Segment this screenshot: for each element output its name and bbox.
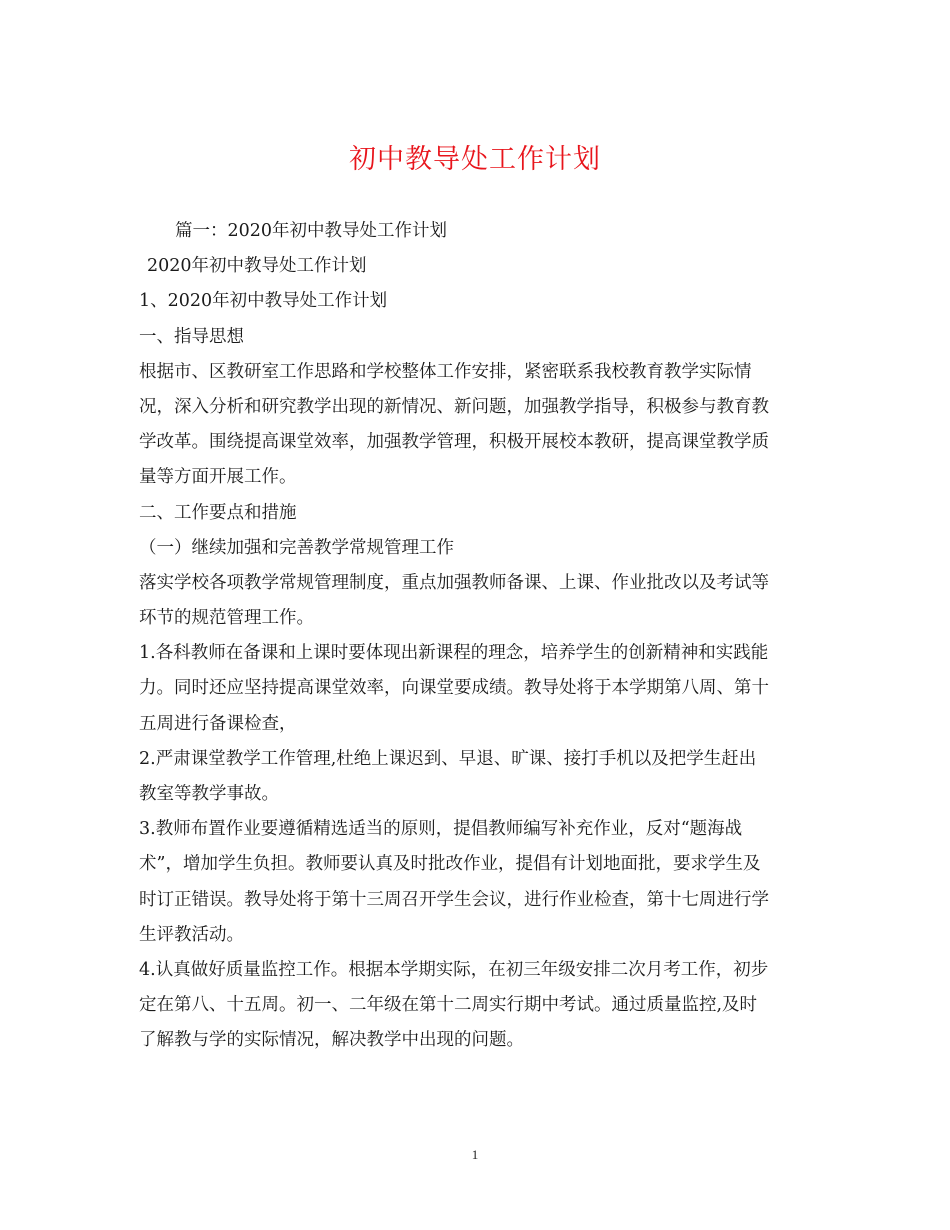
- paragraph-line: 2.严肃课堂教学工作管理,杜绝上课迟到、早退、旷课、接打手机以及把学生赶出: [139, 748, 757, 769]
- paragraph-line: 五周进行备课检查，: [139, 713, 297, 734]
- heading-line: （一）继续加强和完善教学常规管理工作: [139, 537, 454, 558]
- paragraph-line: 时订正错误。教导处将于第十三周召开学生会议，进行作业检查，第十七周进行学: [139, 889, 769, 910]
- paragraph-line: 教室等教学事故。: [139, 784, 279, 804]
- heading-line: 二、工作要点和措施: [139, 502, 297, 523]
- paragraph-line: 量等方面开展工作。: [139, 467, 297, 488]
- paragraph-line: 况，深入分析和研究教学出现的新情况、新问题，加强教学指导，积极参与教育教: [139, 396, 769, 417]
- paragraph-line: 环节的规范管理工作。: [139, 608, 314, 629]
- paragraph-line: 3.教师布置作业要遵循精选适当的原则，提倡教师编写补充作业，反对“题海战: [139, 819, 743, 840]
- paragraph-line: 术”，增加学生负担。教师要认真及时批改作业，提倡有计划地面批，要求学生及: [139, 854, 761, 875]
- paragraph-line: 根据市、区教研室工作思路和学校整体工作安排，紧密联系我校教育教学实际情: [139, 361, 752, 382]
- paragraph-line: 学改革。围绕提高课堂效率，加强教学管理，积极开展校本教研，提高课堂教学质: [139, 432, 769, 453]
- page-number: 1: [471, 1147, 479, 1162]
- paragraph-line: 生评教活动。: [139, 924, 244, 945]
- paragraph-line: 落实学校各项教学常规管理制度，重点加强教师备课、上课、作业批改以及考试等: [139, 572, 769, 593]
- paragraph-line: 4.认真做好质量监控工作。根据本学期实际，在初三年级安排二次月考工作，初步: [139, 959, 769, 980]
- heading-line: 一、指导思想: [139, 326, 244, 347]
- heading-line: 1、2020年初中教导处工作计划: [139, 291, 388, 312]
- document-title: 初中教导处工作计划: [349, 144, 601, 175]
- paragraph-line: 1.各科教师在备课和上课时要体现出新课程的理念，培养学生的创新精神和实践能: [139, 643, 769, 664]
- subtitle-line: 2020年初中教导处工作计划: [147, 256, 367, 277]
- paragraph-line: 了解教与学的实际情况，解决教学中出现的问题。: [139, 1030, 524, 1051]
- paragraph-line: 力。同时还应坚持提高课堂效率，向课堂要成绩。教导处将于本学期第八周、第十: [139, 678, 769, 699]
- document-body: [139, 214, 819, 1059]
- section-heading: 篇一：2020年初中教导处工作计划: [175, 221, 448, 241]
- paragraph-line: 定在第八、十五周。初一、二年级在第十二周实行期中考试。通过质量监控,及时: [139, 995, 758, 1016]
